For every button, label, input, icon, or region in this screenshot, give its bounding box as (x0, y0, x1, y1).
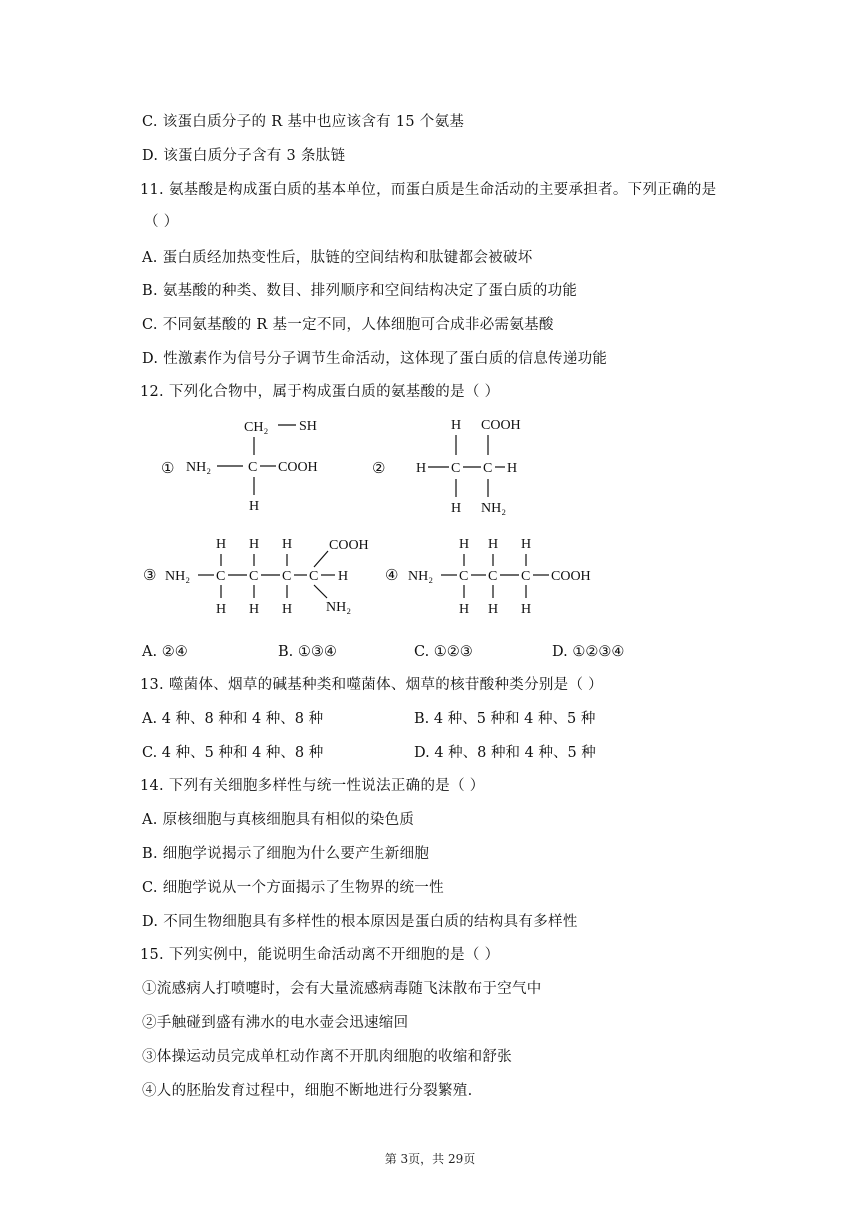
structure-3-number: ③ (143, 568, 157, 584)
structure-1-number: ① (161, 461, 175, 477)
q11-option-d: D. 性激素作为信号分子调节生命活动，这体现了蛋白质的信息传递功能 (142, 351, 608, 367)
structure-4-h-bottom-1: H (459, 602, 470, 617)
structure-3-nh2-branch: NH₂ (326, 600, 352, 615)
structure-4-h-top-3: H (521, 537, 532, 552)
structure-4-h-top-1: H (459, 537, 470, 552)
q12-structural-formulas (0, 405, 860, 635)
q12-option-c: C. ①②③ (414, 644, 473, 660)
structure-2-carbon-2: C (483, 461, 493, 476)
structure-2 (372, 418, 521, 516)
structure-3-carbon-2: C (249, 569, 259, 584)
structure-4 (385, 537, 591, 617)
q13-stem: 13. 噬菌体、烟草的碱基种类和噬菌体、烟草的核苷酸种类分别是（ ） (140, 677, 603, 693)
q15-item-4: ④人的胚胎发育过程中，细胞不断地进行分裂繁殖. (142, 1083, 473, 1099)
structure-1-carbon: C (248, 460, 258, 475)
structure-4-nh2: NH₂ (408, 569, 434, 584)
structure-2-h-top: H (451, 418, 462, 433)
q11-stem: 11. 氨基酸是构成蛋白质的基本单位，而蛋白质是生命活动的主要承担者。下列正确的是 (140, 182, 717, 198)
structure-1-h: H (249, 499, 260, 514)
structure-1-sh: SH (299, 419, 317, 434)
structure-2-carbon-1: C (451, 461, 461, 476)
structure-4-carbon-1: C (459, 569, 469, 584)
q15-item-1: ①流感病人打喷嚏时，会有大量流感病毒随飞沫散布于空气中 (142, 981, 542, 997)
q14-option-c: C. 细胞学说从一个方面揭示了生物界的统一性 (142, 880, 444, 896)
structure-2-h-left: H (416, 461, 427, 476)
structure-1-nh2: NH₂ (186, 460, 212, 475)
q15-stem: 15. 下列实例中，能说明生命活动离不开细胞的是（ ） (140, 947, 500, 963)
structure-2-cooh: COOH (481, 418, 521, 433)
structure-3-h-top-2: H (249, 537, 260, 552)
structure-3 (143, 537, 369, 617)
structure-3-nh2: NH₂ (165, 569, 191, 584)
structure-4-h-bottom-3: H (521, 602, 532, 617)
q14-stem: 14. 下列有关细胞多样性与统一性说法正确的是（ ） (140, 778, 485, 794)
q13-option-a: A. 4 种、8 种和 4 种、8 种 (142, 711, 324, 727)
structure-4-carbon-3: C (521, 569, 531, 584)
q10-option-c: C. 该蛋白质分子的 R 基中也应该含有 15 个氨基 (142, 114, 465, 130)
structure-3-h-right: H (338, 569, 349, 584)
q11-answer-paren: （ ） (144, 214, 179, 230)
structure-2-number: ② (372, 461, 386, 477)
structure-3-h-bottom-3: H (282, 602, 293, 617)
structure-3-cooh: COOH (329, 538, 369, 553)
q12-option-d: D. ①②③④ (552, 644, 625, 660)
q12-stem: 12. 下列化合物中，属于构成蛋白质的氨基酸的是（ ） (140, 384, 500, 400)
page-footer: 第 3页，共 29页 (384, 1152, 476, 1166)
structure-4-cooh: COOH (551, 569, 591, 584)
q14-option-b: B. 细胞学说揭示了细胞为什么要产生新细胞 (142, 846, 430, 862)
q13-option-d: D. 4 种、8 种和 4 种、5 种 (414, 745, 596, 761)
q13-option-c: C. 4 种、5 种和 4 种、8 种 (142, 745, 324, 761)
structure-3-carbon-3: C (282, 569, 292, 584)
structure-3-h-top-3: H (282, 537, 293, 552)
structure-1-cooh: COOH (278, 460, 318, 475)
structure-3-h-bottom-1: H (216, 602, 227, 617)
q15-item-2: ②手触碰到盛有沸水的电水壶会迅速缩回 (142, 1015, 409, 1031)
structure-1-ch2: CH₂ (244, 420, 269, 435)
structure-2-h-bottom: H (451, 501, 462, 516)
q12-option-b: B. ①③④ (278, 644, 337, 660)
structure-4-h-bottom-2: H (488, 602, 499, 617)
structure-2-h-right: H (507, 461, 518, 476)
q11-option-a: A. 蛋白质经加热变性后，肽链的空间结构和肽键都会被破坏 (142, 250, 533, 266)
structure-1 (161, 419, 318, 514)
q11-option-b: B. 氨基酸的种类、数目、排列顺序和空间结构决定了蛋白质的功能 (142, 283, 578, 299)
q15-item-3: ③体操运动员完成单杠动作离不开肌肉细胞的收缩和舒张 (142, 1049, 512, 1065)
structure-2-nh2: NH₂ (481, 501, 507, 516)
structure-4-carbon-2: C (488, 569, 498, 584)
q13-option-b: B. 4 种、5 种和 4 种、5 种 (414, 711, 596, 727)
q14-option-d: D. 不同生物细胞具有多样性的根本原因是蛋白质的结构具有多样性 (142, 914, 578, 930)
q11-option-c: C. 不同氨基酸的 R 基一定不同，人体细胞可合成非必需氨基酸 (142, 317, 554, 333)
q12-option-a: A. ②④ (142, 644, 188, 660)
q14-option-a: A. 原核细胞与真核细胞具有相似的染色质 (142, 812, 415, 828)
structure-3-h-bottom-2: H (249, 602, 260, 617)
structure-3-carbon-1: C (216, 569, 226, 584)
q10-option-d: D. 该蛋白质分子含有 3 条肽链 (142, 148, 346, 164)
structure-4-h-top-2: H (488, 537, 499, 552)
structure-3-h-top-1: H (216, 537, 227, 552)
structure-3-carbon-4: C (309, 569, 319, 584)
structure-4-number: ④ (385, 568, 399, 584)
